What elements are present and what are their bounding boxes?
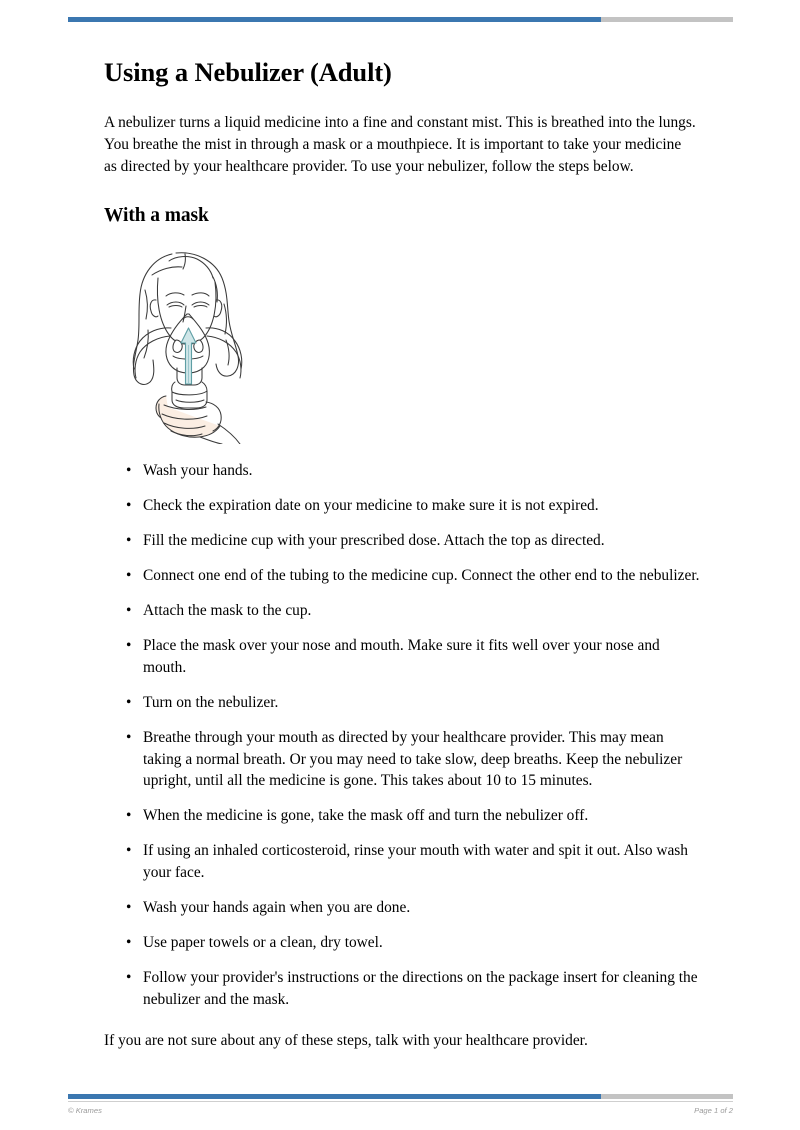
section-heading-with-a-mask: With a mask: [104, 205, 209, 227]
list-item: [104, 805, 704, 827]
list-item: [104, 692, 704, 714]
steps-list: [104, 444, 704, 1010]
step-text: • Connect one end of the tubing to the medicine cup. Connect the other end to the nebulizer.: [143, 567, 700, 585]
page-title: Using a Nebulizer (Adult): [104, 57, 392, 87]
list-item: [104, 932, 704, 954]
step-text: • Place the mask over your nose and mouth. Make sure it fits well over your nose and mouth.: [143, 637, 660, 677]
closing-paragraph: If you are not sure about any of these steps, talk with your healthcare provider.: [104, 1031, 588, 1049]
step-text: • Fill the medicine cup with your prescribed dose. Attach the top as directed.: [143, 532, 605, 550]
list-item: [104, 460, 704, 482]
list-item: [104, 530, 704, 552]
bottom-rule-gray-segment: [601, 1094, 733, 1099]
step-text: • Attach the mask to the cup.: [143, 602, 312, 620]
step-text: • When the medicine is gone, take the mask off and turn the nebulizer off.: [143, 807, 589, 825]
step-text: • Turn on the nebulizer.: [143, 694, 279, 712]
list-item: [104, 565, 704, 587]
mist-arrow-icon: [181, 328, 196, 384]
footer-copyright: © Krames: [68, 1106, 102, 1115]
list-item: [104, 967, 704, 1010]
list-item: [104, 897, 704, 919]
list-item: [104, 495, 704, 517]
list-item: [104, 600, 704, 622]
list-item: [104, 635, 704, 678]
document-content: [104, 0, 704, 1051]
step-text: • Wash your hands.: [143, 462, 253, 480]
step-text: • Breathe through your mouth as directed by your healthcare provider. This may mean taking a normal breath. Or you may need to take slow, deep breaths. Keep the nebulizer upright, until all the medicine is gone. This takes about 10 to 15 minutes.: [143, 729, 683, 790]
bottom-rule-blue-segment: [68, 1094, 601, 1099]
footer-page-number: Page 1 of 2: [694, 1106, 733, 1115]
step-text: • Use paper towels or a clean, dry towel.: [143, 934, 383, 952]
intro-paragraph: A nebulizer turns a liquid medicine into a fine and constant mist. This is breathed into the lungs. You breathe the mist in through a mask or a mouthpiece. It is important to take your medicine as directed by your healthcare provider. To use your nebulizer, follow the steps below.: [104, 114, 696, 175]
list-item: [104, 840, 704, 883]
step-text: • Check the expiration date on your medicine to make sure it is not expired.: [143, 497, 599, 515]
page-footer: [68, 1101, 733, 1115]
step-text: • If using an inhaled corticosteroid, rinse your mouth with water and spit it out. Also wash your face.: [143, 842, 688, 881]
step-text: • Follow your provider's instructions or the directions on the package insert for cleaning the nebulizer and the mask.: [143, 969, 698, 1008]
nebulizer-mask-figure-svg: [114, 244, 264, 444]
nebulizer-mask-illustration: [104, 227, 704, 444]
list-item: [104, 727, 704, 792]
bottom-rule-bar: [68, 1094, 733, 1099]
step-text: • Wash your hands again when you are done.: [143, 899, 411, 917]
